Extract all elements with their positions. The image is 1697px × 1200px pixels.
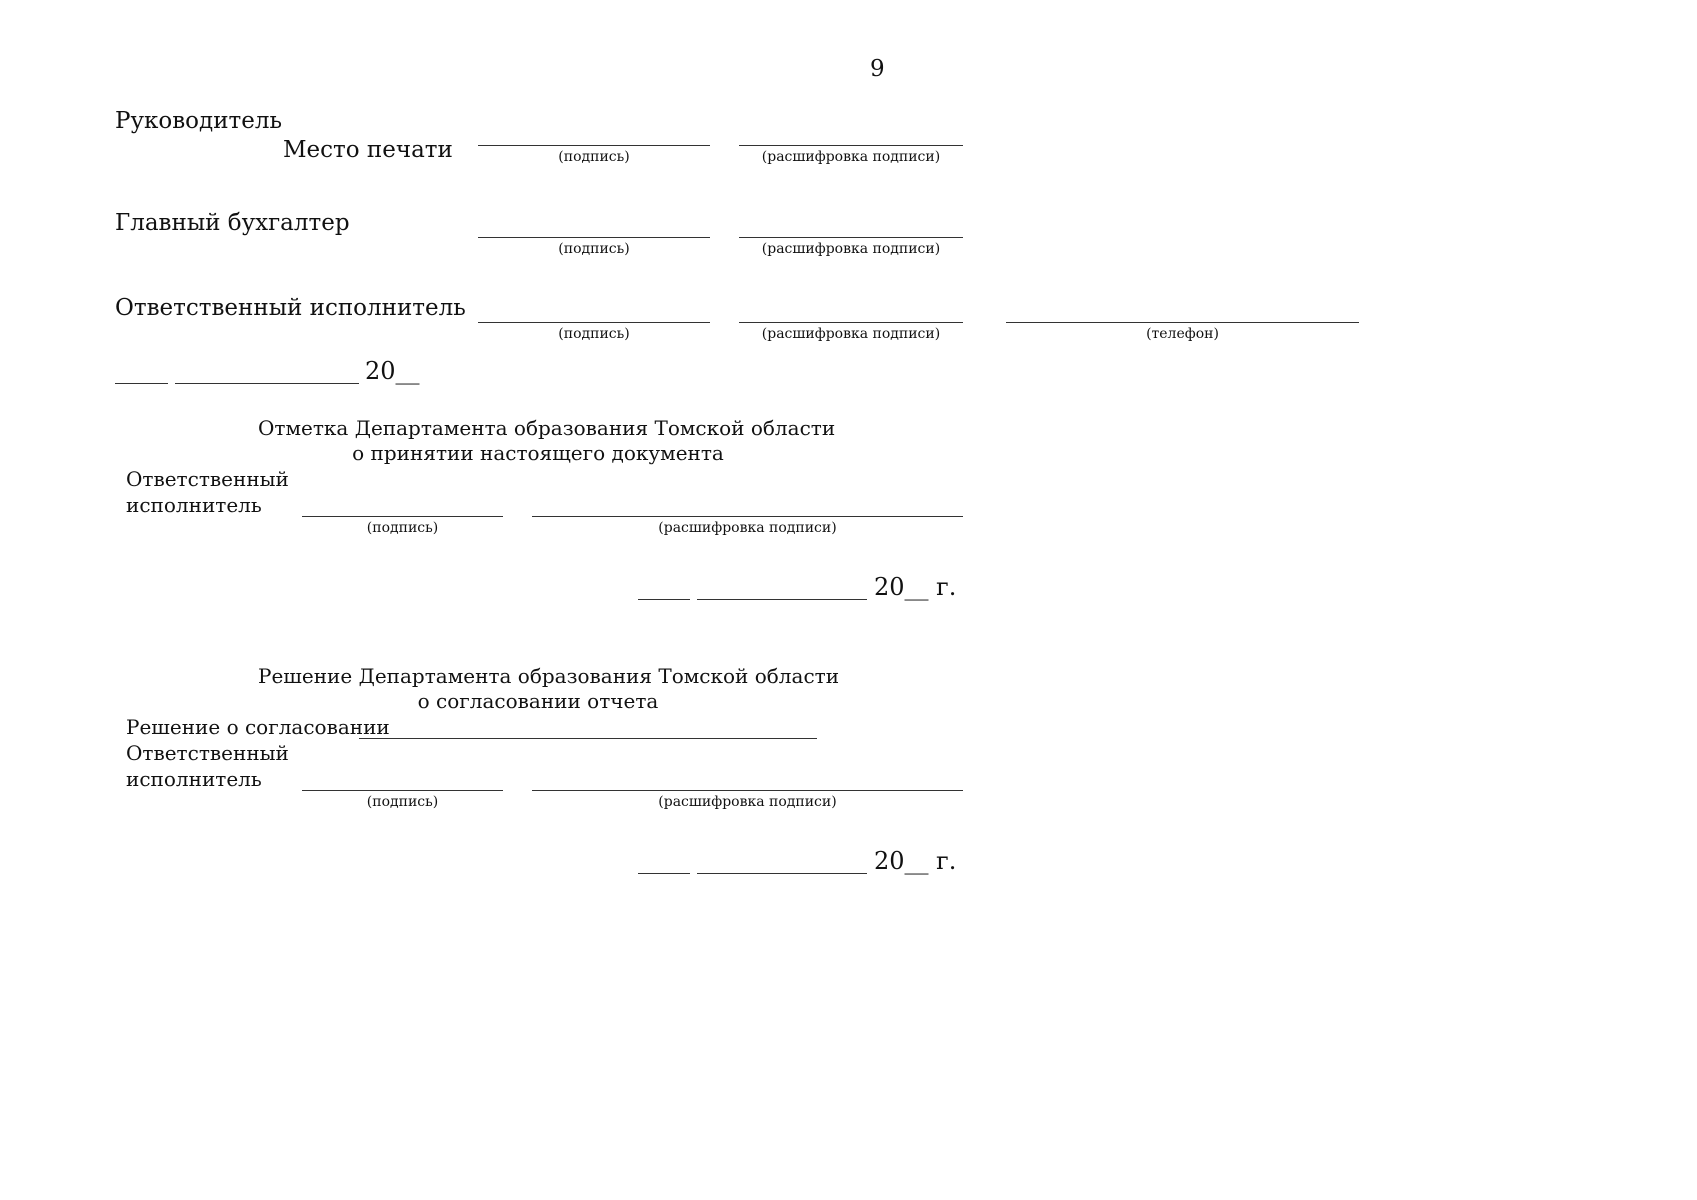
acceptance-signature-caption: (подпись) (366, 520, 439, 536)
executor-signature-line (478, 322, 710, 323)
executor-signature-caption: (подпись) (558, 326, 630, 342)
acceptance-heading-line1: Отметка Департамента образования Томской области (258, 416, 836, 440)
chief-accountant-decoding-line (739, 237, 963, 238)
acceptance-date-month-line (697, 599, 867, 600)
executor-phone-line (1006, 322, 1359, 323)
acceptance-executor-label-line2: исполнитель (126, 493, 262, 517)
head-signature-caption: (подпись) (558, 149, 630, 165)
executor-phone-caption: (телефон) (1146, 326, 1219, 342)
head-signature-line (478, 145, 710, 146)
approval-signature-caption: (подпись) (366, 794, 439, 810)
acceptance-signature-line (302, 516, 503, 517)
approval-decoding-line (532, 790, 963, 791)
approval-date-month-line (697, 873, 867, 874)
approval-date-year: 20__ г. (874, 847, 957, 875)
executor-decoding-caption: (расшифровка подписи) (761, 326, 941, 342)
approval-heading-line1: Решение Департамента образования Томской области (258, 664, 840, 688)
acceptance-date-day-line (638, 599, 690, 600)
executor-label: Ответственный исполнитель (115, 295, 466, 321)
seal-place-label: Место печати (283, 137, 453, 163)
approval-signature-line (302, 790, 503, 791)
approval-decoding-caption: (расшифровка подписи) (658, 794, 837, 810)
chief-accountant-signature-line (478, 237, 710, 238)
acceptance-executor-label-line1: Ответственный (126, 467, 289, 491)
approval-heading-line2: о согласовании отчета (417, 689, 659, 713)
chief-accountant-signature-caption: (подпись) (558, 241, 630, 257)
chief-accountant-label: Главный бухгалтер (115, 210, 350, 236)
date-month-line (175, 383, 359, 384)
approval-executor-label-line1: Ответственный (126, 741, 289, 765)
executor-decoding-line (739, 322, 963, 323)
approval-executor-label-line2: исполнитель (126, 767, 262, 791)
acceptance-heading-line2: о принятии настоящего документа (352, 441, 724, 465)
date-year: 20__ (365, 357, 420, 385)
acceptance-date-year: 20__ г. (874, 573, 957, 601)
head-decoding-caption: (расшифровка подписи) (761, 149, 941, 165)
acceptance-decoding-line (532, 516, 963, 517)
chief-accountant-decoding-caption: (расшифровка подписи) (761, 241, 941, 257)
approval-decision-label: Решение о согласовании (126, 715, 390, 739)
page-number: 9 (870, 56, 885, 82)
approval-decision-line (359, 738, 817, 739)
approval-date-day-line (638, 873, 690, 874)
date-day-line (115, 383, 168, 384)
head-label: Руководитель (115, 108, 282, 134)
acceptance-decoding-caption: (расшифровка подписи) (658, 520, 837, 536)
head-decoding-line (739, 145, 963, 146)
